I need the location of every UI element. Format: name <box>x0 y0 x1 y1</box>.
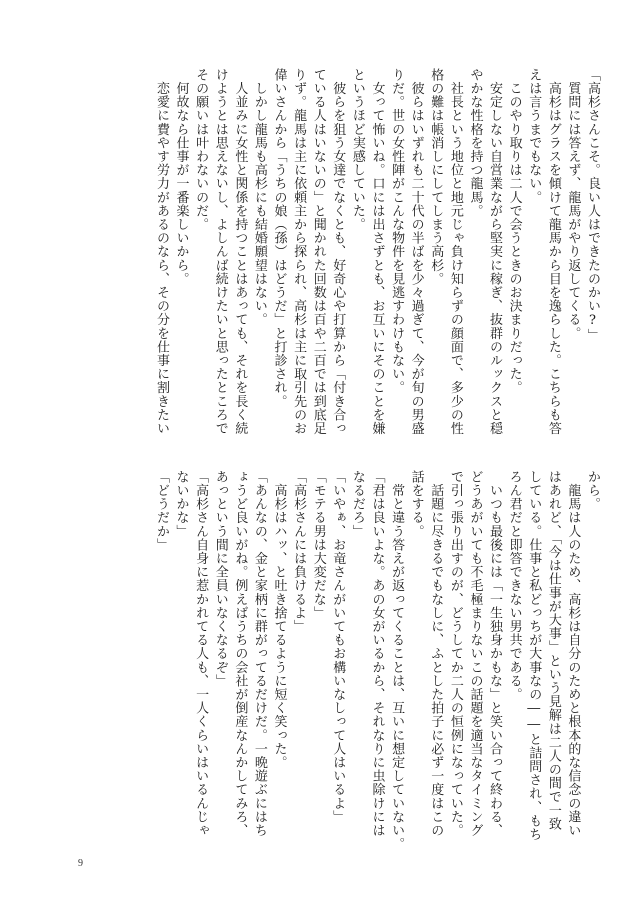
text-line: えは言うまでもない。 <box>526 68 542 204</box>
text-line: 龍馬は人のため、高杉は自分のためと根本的な信念の違い <box>565 470 581 838</box>
text-line: 女って怖いね。口には出さずとも、お互いにそのことを嫌 <box>369 68 385 436</box>
text-line: なるだろ」 <box>349 470 365 538</box>
text-line: しかし龍馬も高杉にも結婚願望はない。 <box>251 68 267 327</box>
text-line: ょうど良いがね。例えばうちの会社が倒産なんかしてみろ、 <box>232 470 248 838</box>
text-line: 話題に尽きるでもなしに、ふとした拍子に必ず一度はこの <box>428 470 444 838</box>
text-line: 「いやぁ、お竜さんがいてもお構いなしって人はいるよ」 <box>330 470 346 824</box>
text-line: で引っ張り出すのが、どうしてか二人の恒例になっていた。 <box>447 470 463 838</box>
text-line: 話をする。 <box>408 470 424 538</box>
text-line: 質問には答えず、龍馬がやり返してくる。 <box>565 68 581 340</box>
text-line: 「高杉さんこそ。良い人はできたのかい?」 <box>585 68 600 342</box>
text-line: 「君は良いよな。あの女がいるから、それなりに虫除けには <box>369 470 385 838</box>
lower-text-block <box>151 470 602 850</box>
page-number: 9 <box>78 858 83 869</box>
text-line: 彼らはいずれも二十代の半ばを少々過ぎて、今が旬の男盛 <box>408 68 424 436</box>
text-line: やかな性格を持つ龍馬。 <box>467 68 483 218</box>
text-line: 高杉はハッ、と吐き捨てるように短く笑った。 <box>271 470 287 770</box>
text-line: 偉いさんから「うちの娘（孫）はどうだ」と打診され。 <box>271 68 287 408</box>
text-line: 彼らを狙う女達でなくとも、好奇心や打算から「付き合っ <box>330 68 346 436</box>
text-line: ないかな」 <box>173 470 189 538</box>
text-line: 「あんなの、金と家柄に群がってるだけだ。一晩遊ぶにはち <box>251 470 267 838</box>
text-line: 高杉はグラスを傾けて龍馬から目を逸らした。こちらも答 <box>545 68 561 436</box>
text-line: このやり取りは二人で会うときのお決まりだった。 <box>506 68 522 395</box>
text-line: というほど実感していた。 <box>349 68 365 232</box>
text-line: 常と違う答えが返ってくることは、互いに想定していない。 <box>389 470 405 851</box>
text-line: 格の難は帳消しにしてしまう高杉。 <box>428 68 444 286</box>
text-line: その願いは叶わないのだ。 <box>193 68 209 232</box>
upper-text-block <box>151 68 602 448</box>
text-line: りず。龍馬は主に依頼主から探られ、高杉は主に取引先のお <box>291 68 307 436</box>
text-line: 「高杉さんには負けるよ」 <box>291 470 307 634</box>
text-line: どうあがいても不毛極まりないこの話題を適当なタイミング <box>467 470 483 838</box>
text-line: 社長という地位と地元じゃ負け知らずの顔面で、多少の性 <box>447 68 463 436</box>
text-line: している。仕事と私どっちが大事なの――と詰問され、もち <box>526 470 542 842</box>
text-line: いつも最後には「一生独身かもな」と笑い合って終わる、 <box>487 470 503 838</box>
text-line: 恋愛に費やす労力があるのなら、その分を仕事に割きたい <box>153 68 169 436</box>
text-line: はあれど、「今は仕事が大事」という見解は二人の間で一致 <box>545 470 561 831</box>
text-line: りだ。世の女性陣がこんな物件を見逃すわけもない。 <box>389 68 405 395</box>
text-line: 「高杉さん自身に惹かれてる人も、一人くらいはいるんじゃ <box>193 470 209 838</box>
text-line: から。 <box>585 470 600 511</box>
text-line: あっという間に全員いなくなるぞ」 <box>212 470 228 688</box>
text-line: ろん君だと即答できない男共である。 <box>506 470 522 702</box>
text-line: 人並みに女性と関係を持つことはあっても、それを長く続 <box>232 68 248 436</box>
text-line: 何故なら仕事が一番楽しいから。 <box>173 68 189 286</box>
text-line: ている人はいないの」と聞かれた回数は百や二百では到底足 <box>310 68 326 436</box>
text-line: 安定しない自営業ながら堅実に稼ぎ、抜群のルックスと穏 <box>487 68 503 436</box>
text-line: 「モテる男は大変だな」 <box>310 470 326 620</box>
text-line: 「どうだか」 <box>153 470 169 552</box>
text-line: けようとは思えないし、よしんば続けたいと思ったところで <box>212 68 228 436</box>
